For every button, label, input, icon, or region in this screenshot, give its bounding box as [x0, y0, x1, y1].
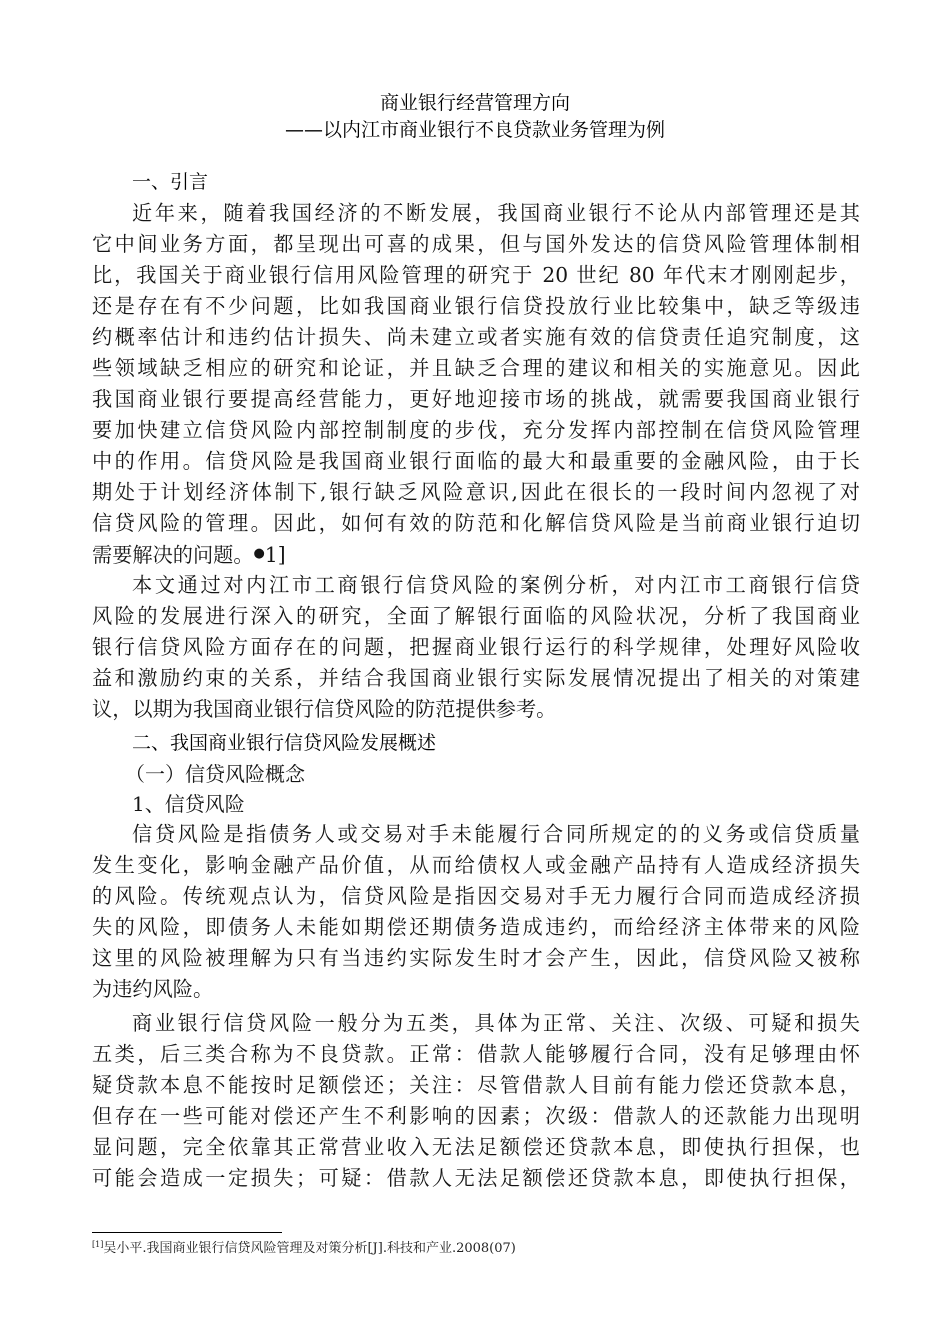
paragraph-line: 商业银行信贷风险一般分为五类，具体为正常、关注、次级、可疑和损失: [132, 1011, 860, 1035]
section-heading-intro: 一、引言: [132, 171, 209, 193]
footnote-text: 吴小平.我国商业银行信贷风险管理及对策分析[J].科技和产业.2008(07): [103, 1241, 516, 1256]
paragraph-line: 可能会造成一定损失；可疑：借款人无法足额偿还贷款本息，即使执行担保，: [92, 1166, 860, 1190]
paragraph-line: 为违约风险。: [92, 977, 214, 1001]
paragraph-line: 些领域缺乏相应的研究和论证，并且缺乏合理的建议和相关的实施意见。因此: [92, 356, 860, 380]
document-subtitle: ——以内江市商业银行不良贷款业务管理为例: [284, 119, 665, 141]
paragraph-line: 失的风险，即债务人未能如期偿还期债务造成违约，而给经济主体带来的风险: [92, 915, 860, 939]
paragraph-line: 信贷风险是指债务人或交易对手未能履行合同所规定的的义务或信贷质量: [132, 822, 860, 846]
paragraph-line: 要加快建立信贷风险内部控制制度的步伐，充分发挥内部控制在信贷风险管理: [92, 418, 860, 442]
document-title: 商业银行经营管理方向: [379, 92, 570, 114]
footnote: [92, 1236, 516, 1258]
paragraph-text: 需要解决的问题。: [92, 543, 254, 567]
paragraph-line: 议，以期为我国商业银行信贷风险的防范提供参考。: [92, 697, 557, 721]
paragraph-line: 显问题，完全依靠其正常营业收入无法足额偿还贷款本息，即使执行担保，也: [92, 1135, 860, 1159]
paragraph-line: 还是存在有不少问题，比如我国商业银行信贷投放行业比较集中，缺乏等级违: [92, 294, 860, 318]
paragraph-line: 但存在一些可能对偿还产生不利影响的因素；次级：借款人的还款能力出现明: [92, 1104, 860, 1128]
footnote-ref: 1]: [264, 543, 286, 567]
paragraph-line: 近年来，随着我国经济的不断发展，我国商业银行不论从内部管理还是其: [132, 201, 860, 225]
section-heading-overview: 二、我国商业银行信贷风险发展概述: [132, 732, 437, 754]
paragraph-line: 五类，后三类合称为不良贷款。正常：借款人能够履行合同，没有足够理由怀: [92, 1042, 860, 1066]
paragraph-line: 比，我国关于商业银行信用风险管理的研究于 20 世纪 80 年代末才刚刚起步，: [92, 263, 860, 287]
paragraph-line: 的风险。传统观点认为，信贷风险是指因交易对手无力履行合同而造成经济损: [92, 884, 860, 908]
paragraph-line-last: [92, 539, 860, 569]
footnote-separator: [92, 1232, 282, 1233]
paragraph-line: 疑贷款本息不能按时足额偿还；关注：尽管借款人目前有能力偿还贷款本息，: [92, 1073, 860, 1097]
paragraph-line: 银行信贷风险方面存在的问题，把握商业银行运行的科学规律，处理好风险收: [92, 635, 860, 659]
paragraph-line: 中的作用。信贷风险是我国商业银行面临的最大和最重要的金融风险，由于长: [92, 449, 860, 473]
paragraph-line: 信贷风险的管理。因此，如何有效的防范和化解信贷风险是当前商业银行迫切: [92, 511, 860, 535]
paragraph-line: 风险的发展进行深入的研究，全面了解银行面临的风险状况，分析了我国商业: [92, 604, 860, 628]
subsection-heading-concept: （一）信贷风险概念: [125, 762, 305, 786]
paragraph-line: 期处于计划经济体制下,银行缺乏风险意识,因此在很长的一段时间内忽视了对: [92, 480, 860, 504]
paragraph-line: 这里的风险被理解为只有当违约实际发生时才会产生，因此，信贷风险又被称: [92, 946, 860, 970]
paragraph-line: 发生变化，影响金融产品价值，从而给债权人或金融产品持有人造成经济损失: [92, 853, 860, 877]
footnote-ref-icon: ●: [253, 546, 265, 561]
paragraph-line: 约概率估计和违约估计损失、尚未建立或者实施有效的信贷责任追究制度，这: [92, 325, 860, 349]
footnote-marker: [1]: [92, 1240, 104, 1249]
paragraph-line: 它中间业务方面，都呈现出可喜的成果，但与国外发达的信贷风险管理体制相: [92, 232, 860, 256]
paragraph-line: 本文通过对内江市工商银行信贷风险的案例分析，对内江市工商银行信贷: [132, 573, 860, 597]
subsection-heading-credit-risk: 1、信贷风险: [132, 792, 245, 816]
paragraph-line: 我国商业银行要提高经营能力，更好地迎接市场的挑战，就需要我国商业银行: [92, 387, 860, 411]
paragraph-line: 益和激励约束的关系，并结合我国商业银行实际发展情况提出了相关的对策建: [92, 666, 860, 690]
